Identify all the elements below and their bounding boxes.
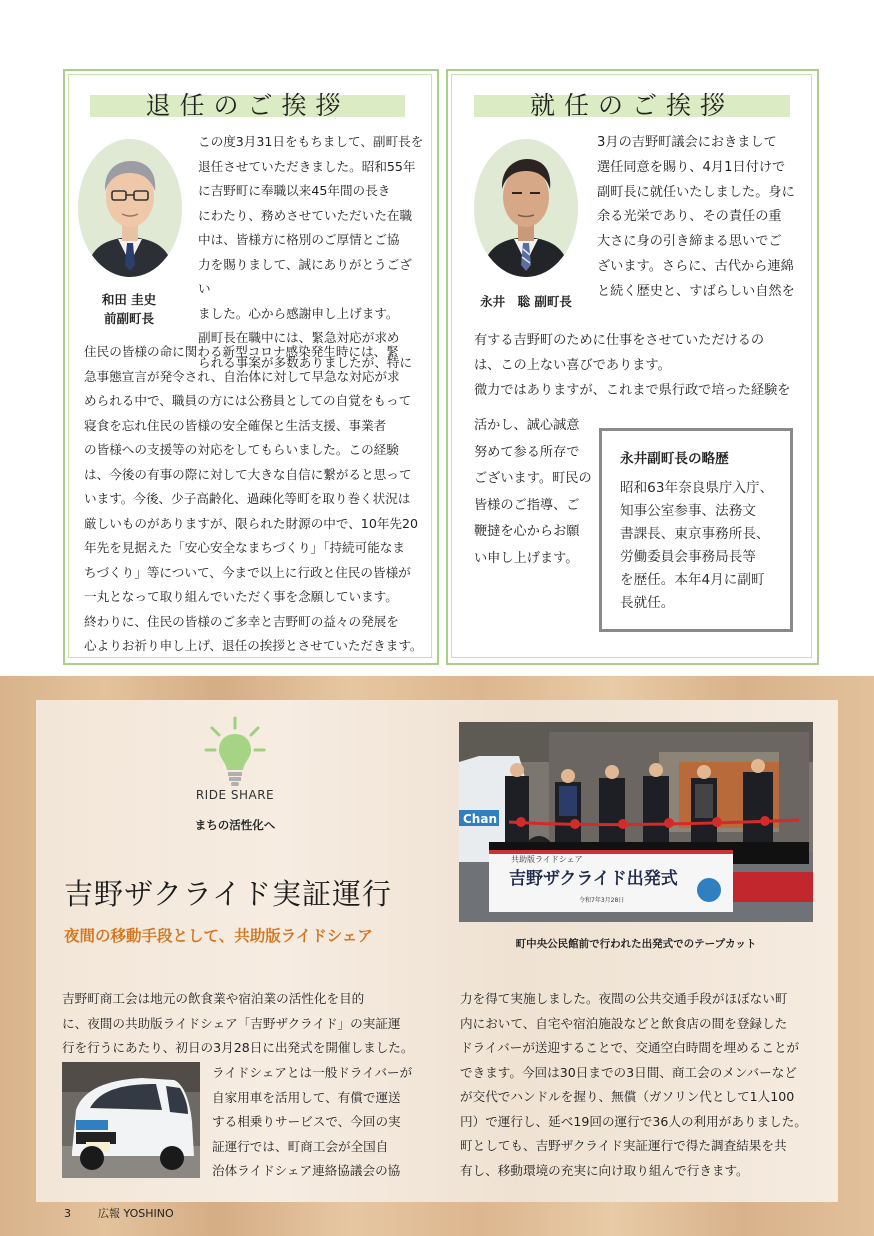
inaug-caption [472, 292, 580, 311]
text-line: 寝食を忘れ住民の皆様の安全確保と生活支援、事業者 [84, 417, 387, 433]
text-line: 3月の吉野町議会におきまして [597, 135, 777, 150]
text-line: する相乗りサービスで、今回の実 [212, 1114, 401, 1129]
text-line: 有し、移動環境の充実に向け取り組んで行きます。 [460, 1162, 749, 1178]
text-line: 住民の皆様の命に関わる新型コロナ感染発生時には、緊 [84, 344, 399, 359]
rideshare-title: 吉野ザクライド実証運行 [64, 877, 392, 911]
text-line: 選任同意を賜り、4月1日付けで [597, 159, 786, 175]
career-body [620, 477, 788, 615]
text-line: い申し上げます。 [474, 550, 579, 566]
text-line: 終わりに、住民の皆様のご多幸と吉野町の益々の発展を [84, 613, 399, 629]
retire-caption [86, 290, 172, 328]
text-line: 副町長に就任いたしました。身に [597, 184, 795, 200]
text-line: 証運行では、町商工会が全国自 [212, 1138, 389, 1154]
text-line: 活かし、誠心誠意 [474, 418, 580, 433]
retire-heading: 退任のご挨拶 [145, 91, 350, 120]
text-line: 余る光栄であり、その責任の重 [597, 209, 782, 225]
text-line: ちづくり」等について、今まで以上に行政と住民の皆様が [84, 564, 411, 580]
text-line: ライドシェアとは一般ドライバーが [212, 1065, 413, 1080]
banner-big: 吉野ザクライド出発式 [509, 869, 678, 889]
text-line: ました。心から感謝申し上げます。 [198, 305, 399, 321]
retire-photo [78, 139, 182, 277]
retire-para1 [198, 130, 424, 375]
text-line: 一丸となって取り組んでいただく事を念願しています。 [84, 589, 398, 604]
text-line: 退任させていただきました。昭和55年 [198, 158, 416, 174]
text-line: 力を賜りまして、誠にありがとうござい [198, 256, 412, 296]
text-line: 急事態宣言が発令され、自治体に対して早急な対応が求 [84, 368, 400, 384]
text-line: を歴任。本年4月に副町 [620, 572, 765, 588]
text-line: と続く歴史と、すばらしい自然を [597, 283, 795, 299]
rideshare-label-en: RIDE SHARE [195, 788, 275, 802]
text-line: 副町長在職中には、緊急対応が求め [198, 330, 400, 345]
publication-name: 広報 YOSHINO [98, 1207, 174, 1220]
text-line: 書課長、東京事務所長、 [620, 526, 770, 542]
text-line: られる事案が多数ありましたが、特に [198, 354, 413, 370]
retire-para2 [84, 340, 429, 659]
text-line: は、今後の有事の際に対して大きな自信に繋がると思って [84, 466, 412, 482]
retire-name: 和田 圭史 [101, 292, 157, 307]
text-line: 厳しいものがありますが、限られた財源の中で、10年先20 [84, 515, 419, 531]
banner-small: 共助版ライドシェア [511, 855, 583, 864]
text-line: ざいます。さらに、古代から連綿 [597, 258, 794, 274]
inaug-name: 永井 聡 副町長 [480, 294, 572, 309]
inaug-photo [474, 139, 578, 277]
text-line: できます。今回は30日までの3日間、商工会のメンバーなど [460, 1064, 797, 1080]
text-line: 微力ではありますが、これまで県行政で培った経験を [474, 382, 791, 398]
text-line: が交代でハンドルを握り、無償（ガソリン代として1人100 [460, 1089, 795, 1104]
text-line: の皆様への支援等の対応をしてもらいました。この経験 [84, 442, 399, 457]
text-line: 中は、皆様方に格別のご厚情とご協 [198, 232, 400, 247]
page-number: 3 [64, 1207, 71, 1220]
car-photo-illustration [62, 1062, 200, 1178]
text-line: 自家用車を活用して、有償で運送 [212, 1089, 401, 1105]
inaug-para2 [474, 413, 598, 572]
text-line: この度3月31日をもちまして、副町長を [198, 134, 424, 149]
text-line: 大さに身の引き締まる思いでご [597, 234, 782, 250]
rideshare-label-jp: まちの活性化へ [194, 818, 276, 832]
text-line: 努めて参る所存で [474, 444, 580, 460]
text-line: にわたり、務めさせていただいた在職 [198, 207, 413, 223]
inaug-heading: 就任のご挨拶 [529, 91, 734, 120]
text-line: 吉野町商工会は地元の飲食業や宿泊業の活性化を目的 [62, 991, 365, 1006]
text-line: 治体ライドシェア連絡協議会の協 [212, 1163, 401, 1178]
ceremony-photo-caption: 町中央公民館前で行われた出発式でのテープカット [515, 938, 757, 950]
text-line: 力を得て実施しました。夜間の公共交通手段がほぼない町 [460, 991, 788, 1006]
text-line: は、この上ない喜びであります。 [474, 357, 671, 373]
inaug-para1-wide [474, 329, 804, 403]
text-line: 鞭撻を心からお願 [474, 524, 580, 539]
retire-role: 前副町長 [103, 311, 154, 326]
text-line: 長就任。 [620, 595, 675, 611]
text-line: 町としても、吉野ザクライド実証運行で得た調査結果を共 [460, 1138, 787, 1153]
rideshare-left-narrow [212, 1061, 432, 1184]
ceremony-photo-illustration [459, 722, 813, 922]
text-line: 円）で運行し、延べ19回の運行で36人の利用がありました。 [460, 1113, 807, 1129]
text-line: 年先を見据えた「安心安全なまちづくり」「持続可能なま [84, 540, 406, 555]
car-label: Chan [463, 812, 497, 826]
text-line: ドライバーが送迎することで、交通空白時間を埋めることが [460, 1040, 800, 1055]
text-line: に、夜間の共助版ライドシェア「吉野ザクライド」の実証運 [62, 1015, 401, 1031]
rideshare-left-full [62, 987, 430, 1061]
ceremony-photo [459, 722, 813, 922]
footer [64, 1205, 174, 1221]
car-photo [62, 1062, 200, 1178]
text-line: 知事公室参事、法務文 [620, 503, 756, 519]
text-line: います。今後、少子高齢化、過疎化等町を取り巻く状況は [84, 491, 411, 506]
text-line: 行を行うにあたり、初日の3月28日に出発式を開催しました。 [62, 1040, 414, 1055]
text-line: に吉野町に奉職以来45年間の長き [198, 183, 391, 198]
text-line: 労働委員会事務局長等 [620, 549, 756, 565]
text-line: められる中で、職員の方には公務員としての自覚をもって [84, 393, 412, 408]
inaug-para1 [597, 131, 802, 305]
career-title: 永井副町長の略歴 [620, 451, 729, 467]
inaug-portrait-illustration [474, 139, 578, 277]
lightbulb-icon [204, 716, 266, 790]
text-line: 心よりお祈り申し上げ、退任の挨拶とさせていただきます。 [84, 638, 423, 653]
text-line: 内において、自宅や宿泊施設などと飲食店の間を登録した [460, 1015, 788, 1031]
text-line: 昭和63年奈良県庁入庁、 [620, 480, 774, 496]
text-line: 有する吉野町のために仕事をさせていただけるの [474, 333, 765, 348]
career-box [599, 428, 793, 632]
rideshare-subtitle: 夜間の移動手段として、共助版ライドシェア [64, 927, 373, 945]
text-line: ございます。町民の [474, 471, 592, 486]
text-line: 皆様のご指導、ご [474, 497, 580, 513]
banner-date: 令和7年3月28日 [579, 897, 625, 904]
retire-portrait-illustration [78, 139, 182, 277]
rideshare-right [460, 987, 824, 1183]
